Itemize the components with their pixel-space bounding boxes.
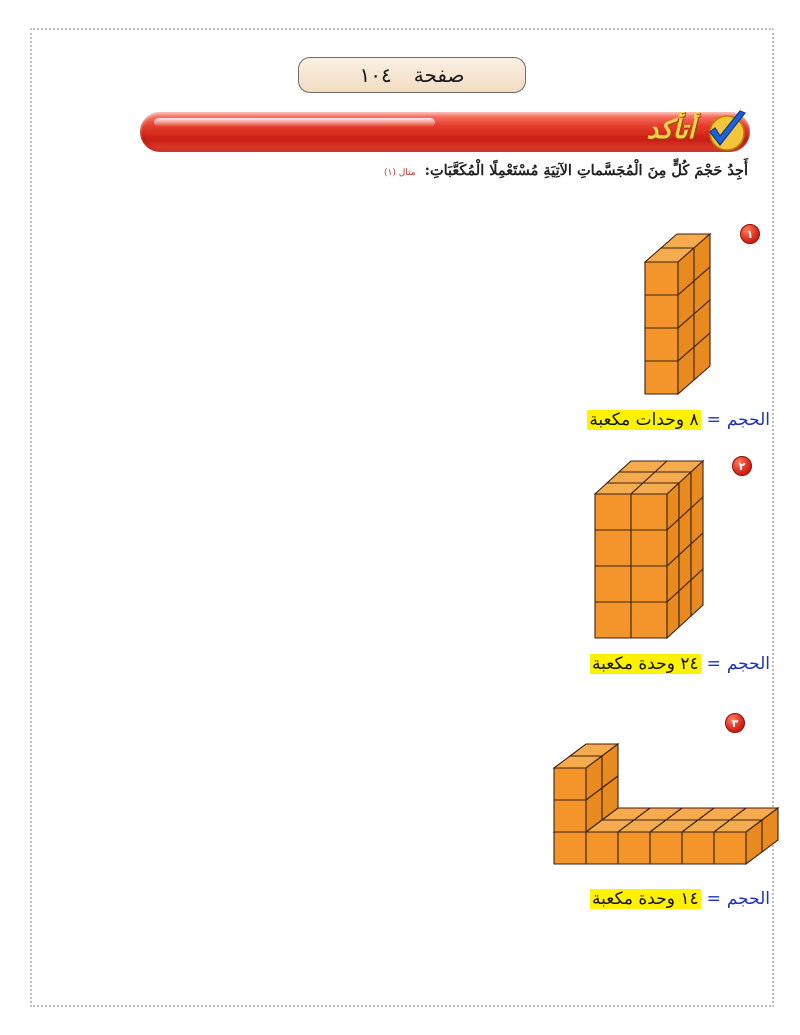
equals-sign-2: = — [706, 654, 721, 674]
fig2-front-cube — [631, 530, 667, 566]
figure-cube-stack-24 — [590, 452, 720, 644]
volume-label-2: الحجم — [726, 654, 770, 674]
fig3-base-front-cube — [682, 832, 714, 864]
equals-sign-1: = — [706, 410, 721, 430]
fig3-base-front-cube — [714, 832, 746, 864]
volume-label-3: الحجم — [726, 889, 770, 909]
fig1-front-cube — [645, 262, 678, 295]
equals-sign-3: = — [706, 889, 721, 909]
answer-value-1: ٨ وحدات مكعبة — [589, 410, 699, 430]
question-2-number-badge — [732, 456, 752, 476]
fig3-base-front-cube — [650, 832, 682, 864]
section-banner — [140, 112, 750, 152]
fig2-front-cube — [595, 494, 631, 530]
fig1-front-cube — [645, 361, 678, 394]
checkmark-icon — [701, 107, 753, 155]
page-word: صفحة — [413, 63, 465, 87]
instruction-main: أَجِدُ حَجْمَ كُلٍّ مِنَ الْمُجَسَّماتِ الآتِيَةِ مُسْتَعْمِلًا الْمُكَعَّبَاتِ: — [424, 162, 748, 179]
fig3-base-front-cube — [554, 832, 586, 864]
instruction-text — [384, 162, 748, 179]
fig2-front-cube — [631, 566, 667, 602]
fig1-front-cube — [645, 295, 678, 328]
fig3-base-front-cube — [586, 832, 618, 864]
answer-line-2 — [590, 654, 770, 674]
answer-value-2: ٢٤ وحدة مكعبة — [592, 654, 699, 674]
page-number-badge — [298, 57, 526, 93]
fig2-front-cube — [631, 494, 667, 530]
banner-title: أتأكد — [646, 115, 695, 145]
question-3-number-badge — [725, 713, 745, 733]
fig3-tower-front-cube — [554, 768, 586, 800]
fig2-front-cube — [595, 530, 631, 566]
answer-line-3 — [590, 889, 770, 909]
volume-label-1: الحجم — [726, 410, 770, 430]
answer-line-1 — [587, 410, 770, 430]
answer-value-3: ١٤ وحدة مكعبة — [592, 889, 699, 909]
question-2-number: ٢ — [738, 459, 746, 473]
question-1-number-badge — [740, 224, 760, 244]
question-1-number: ١ — [746, 227, 754, 241]
fig2-front-cube — [595, 566, 631, 602]
figure-cube-stack-8 — [640, 220, 720, 390]
fig2-front-cube — [595, 602, 631, 638]
fig3-base-front-cube — [618, 832, 650, 864]
question-3-number: ٣ — [731, 716, 739, 730]
example-reference: مثال (١) — [383, 168, 416, 178]
figure-l-shape-14 — [550, 746, 750, 872]
fig2-front-cube — [631, 602, 667, 638]
fig3-tower-front-cube — [554, 800, 586, 832]
fig1-front-cube — [645, 328, 678, 361]
page-number: ١٠٤ — [359, 63, 392, 87]
